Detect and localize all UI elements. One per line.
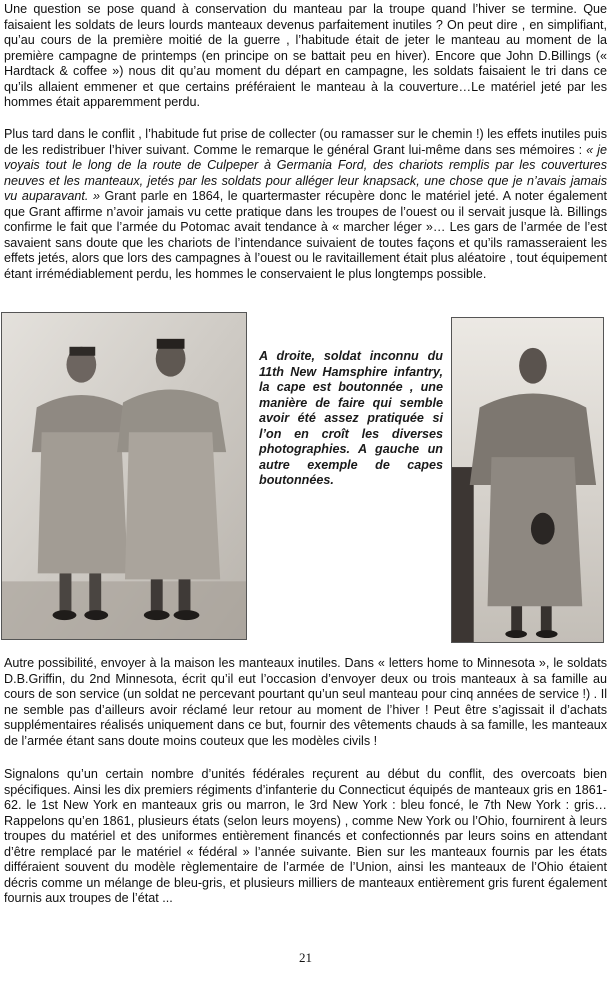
new-hampshire-soldier-illustration [452,318,603,642]
page-number: 21 [299,950,312,965]
paragraph-grant-memoirs [4,127,607,282]
paragraph-state-overcoats: Signalons qu’un certain nombre d’unités fédérales reçurent au début du conflit, des overcoats bien spécifiques. Ainsi les dix premiers régiments d’infanterie du Connecticut équipés de manteaux gris en 1861-62. le 1st New York en manteaux gris ou marron, le 3rd New York : bleu foncé, le 7th New York : gris… Rappelons qu’en 1861, plusieurs états (selon leurs moyens) , comme New York ou l’Ohio, fournirent à leurs troupes du matériel et des uniformes entièrement financés et confectionnés par leurs soins en attendant d’être remplacé par le matériel « fédéral » l’année suivante. Bien sur les manteaux fournis par les états différaient souvent du modèle règlementaire de l’armée de l’Union, ainsi les manteaux de l’Ohio étaient décris comme un mélange de bleu-gris, et plusieurs milliers de manteaux entièrement gris furent également fournis aux troupes de l’état ... [4,767,607,905]
new-hampshire-soldier-photo [451,317,604,643]
two-soldiers-photo [1,312,247,640]
grant-quote: « je voyais tout le long de la route de Culpeper à Germania Ford, des chariots remplis par les couvertures neuves et les manteaux, jetés par les soldats pour alléger leur knapsack, une chose que je n’avais jamais vu auparavant. » [4,142,607,203]
two-soldiers-illustration [2,313,246,639]
paragraph-grant-intro: Plus tard dans le conflit , l’habitude fut prise de collecter (ou ramasser sur le chemin !) les effets inutiles puis de les redistribuer l’hiver suivant. Comme le remarque le général Grant lui-même dans ses mémoires : [4,127,607,157]
paragraph-grant-rest: Grant parle en 1864, le quartermaster récupère donc le matériel jeté. A noter également que Grant affirme n’avoir jamais vu cette pratique dans les troupes de l’ouest ou il servait jusque là. Billings confirme le fait que l’armée du Potomac avait tendance à « marcher léger »… Les gars de l’armée de l’est savaient sans doute que les chariots de l’intendance suivaient de toutes façons et qu’ils ramasseraient les effets jetés, alors que lors des campagnes à l’ouest ou le ravitaillement était plus aléatoire , tout équipement étant irrémédiablement perdu, les hommes le conservaient le plus longtemps possible. [4,189,607,281]
photo-caption: A droite, soldat inconnu du 11th New Hamsphire infantry, la cape est boutonnée , une manière de faire qui semble avoir été assez pratiquée si l’on en croît les diverses photographies. A gauche un autre exemple de capes boutonnées. [259,349,443,487]
paragraph-coat-disposal: Une question se pose quand à conservation du manteau par la troupe quand l’hiver se termine. Que faisaient les soldats de leurs lourds manteaux devenus parfaitement inutiles ? On peut dire , en simplifiant, qu’au cours de la première moitié de la guerre , l’habitude était de jeter le manteau au moment de la première campagne de printemps (en principe on se battait peu en hiver). Encore que John D.Billings (« Hardtack & coffee ») nous dit qu’au moment du départ en campagne, les soldats faisaient le tri dans ce qu’ils allaient emmener et que certains préféraient le manteau à la couverture…Le matériel jeté par les hommes était apparemment perdu. [4,2,607,109]
paragraph-sent-home: Autre possibilité, envoyer à la maison les manteaux inutiles. Dans « letters home to Minnesota », le soldats D.B.Griffin, du 2nd Minnesota, écrit qu’il eut l’occasion d’envoyer deux ou trois manteaux à sa famille au cours de son service (un soldat ne percevant pourtant qu’un seul manteau pour cinq années de service !) . Il ne semble pas d’ailleurs avoir réclamé leur retour au moment de l’hiver ! Peut être s’agissait il d’achats supplémentaires réalisés uniquement dans ce but, fournir des vêtements chauds à sa famille, les manteaux de l’armée étant sans doute moins couteux que les modèles civils ! [4,656,607,748]
